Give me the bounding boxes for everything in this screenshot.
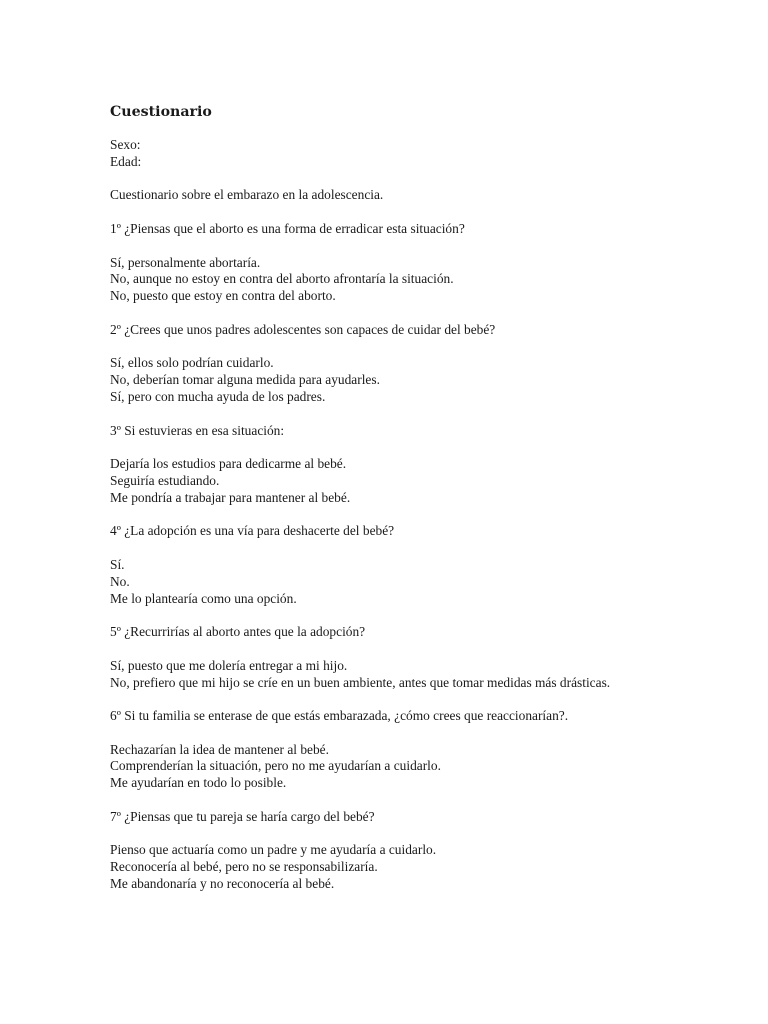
- question-4: 4º ¿La adopción es una vía para deshacerte del bebé?: [110, 523, 395, 539]
- field-edad: Edad:: [110, 153, 142, 169]
- question-4-option-2: No.: [110, 573, 130, 589]
- question-1-option-2: No, aunque no estoy en contra del aborto afrontaría la situación.: [110, 271, 454, 287]
- question-7-option-2: Reconocería al bebé, pero no se responsabilizaría.: [110, 859, 378, 875]
- question-6: 6º Si tu familia se enterase de que estás embarazada, ¿cómo crees que reaccionarían?.: [110, 708, 569, 724]
- question-5-option-2: No, prefiero que mi hijo se críe en un buen ambiente, antes que tomar medidas más drásticas.: [110, 674, 611, 690]
- question-1: 1º ¿Piensas que el aborto es una forma de erradicar esta situación?: [110, 220, 465, 236]
- question-4-option-1: Sí.: [110, 556, 125, 572]
- question-7-option-3: Me abandonaría y no reconocería al bebé.: [110, 876, 335, 892]
- question-7-option-1: Pienso que actuaría como un padre y me ayudaría a cuidarlo.: [110, 842, 437, 858]
- question-1-option-1: Sí, personalmente abortaría.: [110, 254, 261, 270]
- document-body: [110, 103, 670, 893]
- question-5-option-1: Sí, puesto que me dolería entregar a mi hijo.: [110, 657, 348, 673]
- question-3-option-1: Dejaría los estudios para dedicarme al bebé.: [110, 456, 347, 472]
- question-6-option-3: Me ayudarían en todo lo posible.: [110, 775, 287, 791]
- field-sexo: Sexo:: [110, 137, 141, 152]
- question-2: 2º ¿Crees que unos padres adolescentes son capaces de cuidar del bebé?: [110, 321, 496, 337]
- question-4-option-3: Me lo plantearía como una opción.: [110, 590, 297, 606]
- question-2-option-1: Sí, ellos solo podrían cuidarlo.: [110, 355, 274, 371]
- page-title: Cuestionario: [110, 104, 212, 120]
- question-7: 7º ¿Piensas que tu pareja se haría cargo del bebé?: [110, 808, 375, 824]
- question-6-option-1: Rechazarían la idea de mantener al bebé.: [110, 741, 329, 757]
- question-2-option-2: No, deberían tomar alguna medida para ayudarles.: [110, 372, 380, 388]
- question-2-option-3: Sí, pero con mucha ayuda de los padres.: [110, 388, 326, 404]
- question-3-option-3: Me pondría a trabajar para mantener al bebé.: [110, 489, 351, 505]
- question-3-option-2: Seguiría estudiando.: [110, 472, 220, 488]
- question-5: 5º ¿Recurrirías al aborto antes que la adopción?: [110, 624, 366, 640]
- question-3: 3º Si estuvieras en esa situación:: [110, 422, 285, 438]
- question-6-option-2: Comprenderían la situación, pero no me ayudarían a cuidarlo.: [110, 758, 441, 774]
- intro-text: Cuestionario sobre el embarazo en la adolescencia.: [110, 187, 384, 203]
- question-1-option-3: No, puesto que estoy en contra del aborto.: [110, 288, 336, 304]
